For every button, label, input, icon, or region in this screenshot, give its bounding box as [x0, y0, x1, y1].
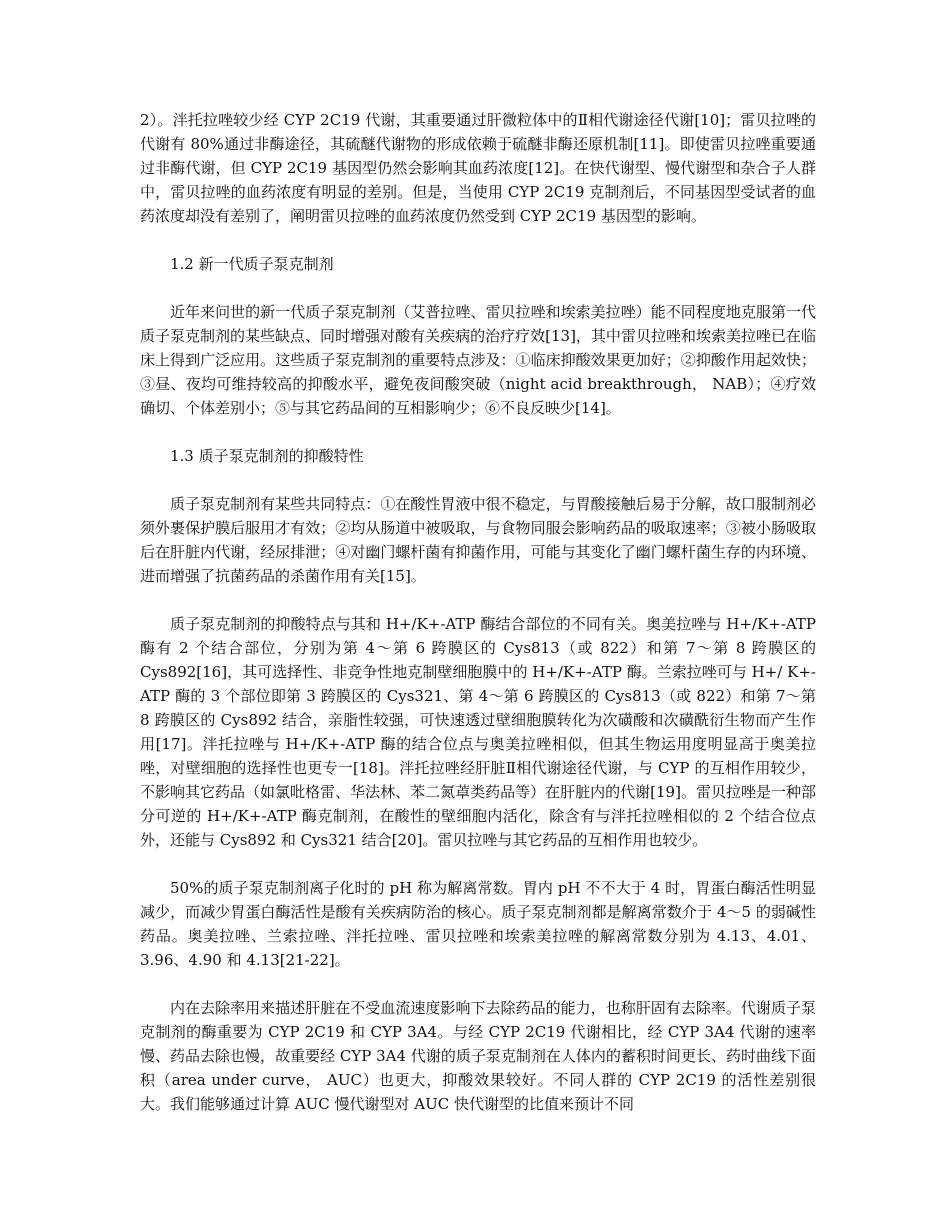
paragraph-dissociation-constant: 50%的质子泵克制剂离子化时的 pH 称为解离常数。胃内 pH 不不大于 4 时，胃蛋白酶活性明显减少，而减少胃蛋白酶活性是酸有关疾病防治的核心。质子泵克制剂都是解离常数介于 4～5 的弱碱性药品。奥美拉唑、兰索拉唑、泮托拉唑、雷贝拉唑和埃索美拉唑的解离常数分别为 4.13、4.01、3.96、4.90 和 4.13[21-22]。 — [140, 879, 816, 969]
paragraph-common-features: 质子泵克制剂有某些共同特点：①在酸性胃液中很不稳定，与胃酸接触后易于分解，故口服制剂必须外裹保护膜后服用才有效；②均从肠道中被吸取，与食物同服会影响药品的吸取速率；③被小肠吸取后在肝脏内代谢，经尿排泄；④对幽门螺杆菌有抑菌作用，可能与其变化了幽门螺杆菌生存的内环境、进而增强了抗菌药品的杀菌作用有关[15]。 — [140, 495, 816, 585]
section-heading-1-3: 1.3 质子泵克制剂的抑酸特性 — [170, 447, 364, 465]
section-heading-1-2: 1.2 新一代质子泵克制剂 — [170, 255, 334, 273]
document-page — [140, 108, 816, 1116]
paragraph-cyp-metabolism: 2）。泮托拉唑较少经 CYP 2C19 代谢，其重要通过肝微粒体中的Ⅱ相代谢途径代谢[10]；雷贝拉唑的代谢有 80%通过非酶途径，其硫醚代谢物的形成依赖于硫醚非酶还原机制[11]。即使雷贝拉唑重要通过非酶代谢，但 CYP 2C19 基因型仍然会影响其血药浓度[12]。在快代谢型、慢代谢型和杂合子人群中，雷贝拉唑的血药浓度有明显的差别。但是，当使用 CYP 2C19 克制剂后，不同基因型受试者的血药浓度却没有差别了，阐明雷贝拉唑的血药浓度仍然受到 CYP 2C19 基因型的影响。 — [140, 111, 816, 225]
paragraph-binding-sites: 质子泵克制剂的抑酸特点与其和 H+/K+-ATP 酶结合部位的不同有关。奥美拉唑与 H+/K+-ATP 酶有 2 个结合部位，分别为第 4～第 6 跨膜区的 Cys813（或 822）和第 7～第 8 跨膜区的 Cys892[16]，其可选择性、非竞争性地克制壁细胞膜中的 H+/K+-ATP 酶。兰索拉唑可与 H+/ K+-ATP 酶的 3 个部位即第 3 跨膜区的 Cys321、第 4～第 6 跨膜区的 Cys813（或 822）和第 7～第 8 跨膜区的 Cys892 结合，亲脂性较强，可快速透过壁细胞膜转化为次磺酸和次磺酰衍生物而产生作用[17]。泮托拉唑与 H+/K+-ATP 酶的结合位点与奥美拉唑相似，但其生物运用度明显高于奥美拉唑，对壁细胞的选择性也更专一[18]。泮托拉唑经肝脏Ⅱ相代谢途径代谢，与 CYP 的互相作用较少，不影响其它药品（如氯吡格雷、华法林、苯二氮䓬类药品等）在肝脏内的代谢[19]。雷贝拉唑是一种部分可逆的 H+/K+-ATP 酶克制剂，在酸性的壁细胞内活化，除含有与泮托拉唑相似的 2 个结合位点外，还能与 Cys892 和 Cys321 结合[20]。雷贝拉唑与其它药品的互相作用也较少。 — [140, 615, 816, 849]
paragraph-intrinsic-clearance: 内在去除率用来描述肝脏在不受血流速度影响下去除药品的能力，也称肝固有去除率。代谢质子泵克制剂的酶重要为 CYP 2C19 和 CYP 3A4。与经 CYP 2C19 代谢相比，经 CYP 3A4 代谢的速率慢、药品去除也慢，故重要经 CYP 3A4 代谢的质子泵克制剂在人体内的蓄积时间更长、药时曲线下面积（area under curve， AUC）也更大，抑酸效果较好。不同人群的 CYP 2C19 的活性差别很大。我们能够通过计算 AUC 慢代谢型对 AUC 快代谢型的比值来预计不同 — [140, 999, 816, 1113]
paragraph-new-generation-ppi: 近年来问世的新一代质子泵克制剂（艾普拉唑、雷贝拉唑和埃索美拉唑）能不同程度地克服第一代质子泵克制剂的某些缺点、同时增强对酸有关疾病的治疗疗效[13]，其中雷贝拉唑和埃索美拉唑已在临床上得到广泛应用。这些质子泵克制剂的重要特点涉及：①临床抑酸效果更加好；②抑酸作用起效快；③昼、夜均可维持较高的抑酸水平，避免夜间酸突破（night acid breakthrough， NAB）；④疗效确切、个体差别小；⑤与其它药品间的互相影响少；⑥不良反映少[14]。 — [140, 303, 816, 417]
